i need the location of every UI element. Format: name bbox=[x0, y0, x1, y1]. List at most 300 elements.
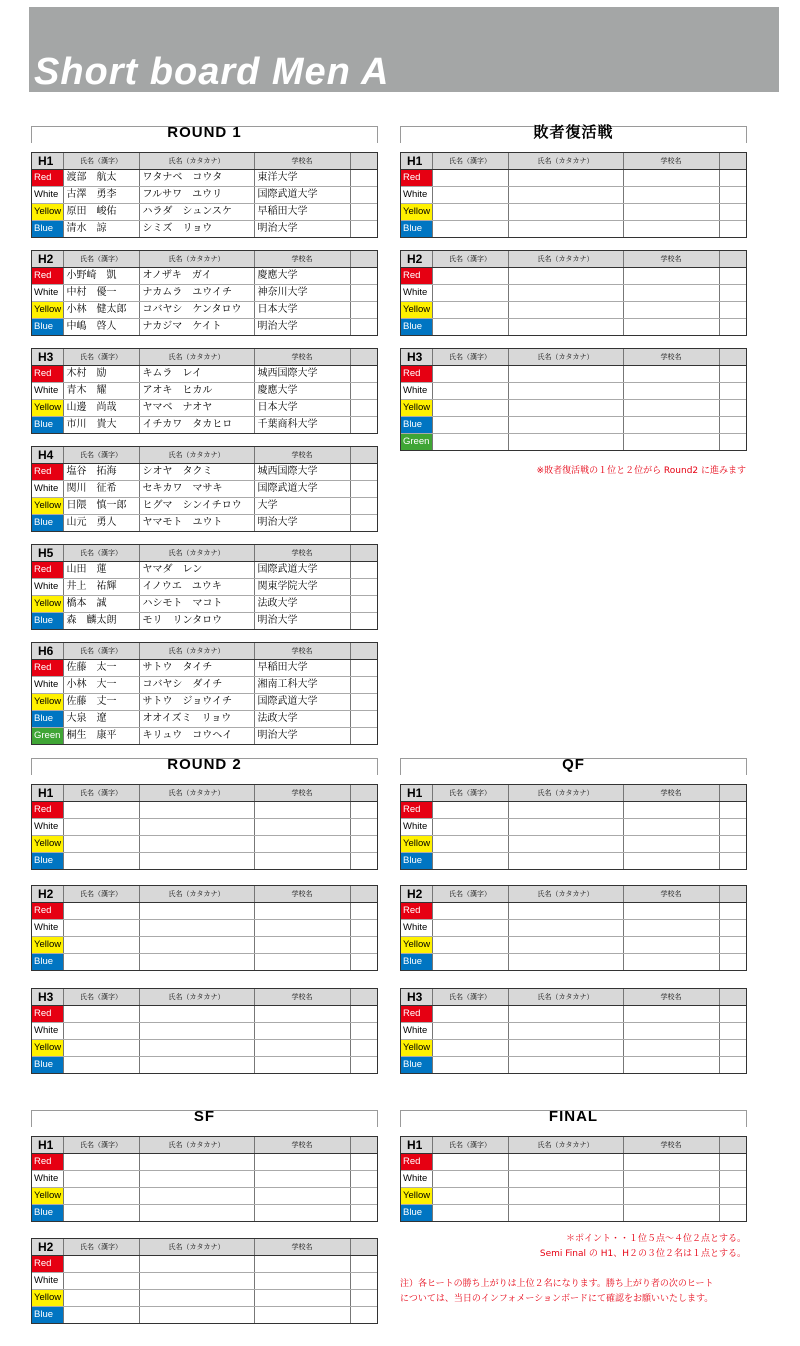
name-kanji: 古澤 勇李 bbox=[63, 187, 139, 204]
school-name: 神奈川大学 bbox=[254, 285, 350, 302]
result-cell bbox=[350, 481, 377, 498]
result-cell bbox=[719, 170, 746, 187]
col-kanji-header: 氏名（漢字） bbox=[432, 153, 508, 170]
name-katakana bbox=[139, 1273, 254, 1290]
result-cell bbox=[719, 221, 746, 238]
col-result-header bbox=[350, 1239, 377, 1256]
competitor-row bbox=[401, 1154, 746, 1171]
school-name bbox=[254, 1006, 350, 1023]
name-kanji bbox=[432, 221, 508, 238]
result-cell bbox=[719, 285, 746, 302]
school-name bbox=[254, 819, 350, 836]
name-katakana bbox=[508, 366, 623, 383]
name-kanji: 中村 優一 bbox=[63, 285, 139, 302]
col-result-header bbox=[719, 251, 746, 268]
section-title: 敗者復活戦 bbox=[533, 124, 614, 141]
name-katakana: ハラダ シュンスケ bbox=[139, 204, 254, 221]
name-katakana bbox=[508, 1040, 623, 1057]
name-katakana bbox=[139, 1023, 254, 1040]
col-school-header: 学校名 bbox=[254, 1137, 350, 1154]
heat-header-row bbox=[32, 1137, 377, 1154]
heat-header-row bbox=[32, 1239, 377, 1256]
school-name bbox=[623, 417, 719, 434]
name-kanji bbox=[432, 1040, 508, 1057]
col-kanji-header: 氏名（漢字） bbox=[432, 1137, 508, 1154]
result-cell bbox=[350, 1171, 377, 1188]
heat-label: H1 bbox=[32, 785, 63, 802]
result-cell bbox=[719, 1040, 746, 1057]
school-name: 関東学院大学 bbox=[254, 579, 350, 596]
name-katakana bbox=[508, 1154, 623, 1171]
result-cell bbox=[350, 903, 377, 920]
school-name: 明治大学 bbox=[254, 515, 350, 532]
competitor-row bbox=[401, 920, 746, 937]
school-name: 法政大学 bbox=[254, 711, 350, 728]
col-result-header bbox=[350, 643, 377, 660]
name-katakana bbox=[139, 920, 254, 937]
name-katakana: ハシモト マコト bbox=[139, 596, 254, 613]
result-cell bbox=[350, 221, 377, 238]
jersey-color-red: Red bbox=[401, 1006, 432, 1023]
school-name: 慶應大学 bbox=[254, 383, 350, 400]
col-kanji-header: 氏名（漢字） bbox=[63, 1137, 139, 1154]
name-katakana: キムラ レイ bbox=[139, 366, 254, 383]
result-cell bbox=[719, 819, 746, 836]
school-name: 大学 bbox=[254, 498, 350, 515]
jersey-color-red: Red bbox=[401, 903, 432, 920]
col-result-header bbox=[350, 886, 377, 903]
result-cell bbox=[350, 400, 377, 417]
competitor-row bbox=[32, 1290, 377, 1307]
heat-header-row bbox=[401, 251, 746, 268]
col-kanji-header: 氏名（漢字） bbox=[63, 545, 139, 562]
competitor-row bbox=[32, 1154, 377, 1171]
competitor-row bbox=[401, 170, 746, 187]
result-cell bbox=[719, 1171, 746, 1188]
competitor-row bbox=[32, 170, 377, 187]
competitor-row bbox=[32, 383, 377, 400]
name-kanji: 渡部 航太 bbox=[63, 170, 139, 187]
result-cell bbox=[350, 1205, 377, 1222]
name-katakana bbox=[508, 400, 623, 417]
school-name bbox=[623, 383, 719, 400]
col-result-header bbox=[350, 545, 377, 562]
name-kanji: 原田 峻佑 bbox=[63, 204, 139, 221]
school-name bbox=[623, 920, 719, 937]
result-cell bbox=[350, 836, 377, 853]
name-kanji bbox=[432, 937, 508, 954]
school-name: 東洋大学 bbox=[254, 170, 350, 187]
col-school-header: 学校名 bbox=[623, 886, 719, 903]
col-school-header: 学校名 bbox=[254, 153, 350, 170]
name-kanji: 市川 貴大 bbox=[63, 417, 139, 434]
name-kanji bbox=[432, 1188, 508, 1205]
name-katakana bbox=[508, 268, 623, 285]
competitor-row bbox=[32, 1006, 377, 1023]
heat-label: H1 bbox=[32, 153, 63, 170]
jersey-color-yellow: Yellow bbox=[401, 302, 432, 319]
col-katakana-header: 氏名（カタカナ） bbox=[139, 886, 254, 903]
jersey-color-yellow: Yellow bbox=[32, 694, 63, 711]
school-name bbox=[623, 1023, 719, 1040]
jersey-color-blue: Blue bbox=[401, 417, 432, 434]
school-name bbox=[623, 170, 719, 187]
result-cell bbox=[350, 1023, 377, 1040]
col-katakana-header: 氏名（カタカナ） bbox=[139, 785, 254, 802]
col-school-header: 学校名 bbox=[254, 886, 350, 903]
heat-label: H2 bbox=[32, 1239, 63, 1256]
result-cell bbox=[350, 579, 377, 596]
jersey-color-blue: Blue bbox=[401, 853, 432, 870]
col-school-header: 学校名 bbox=[254, 251, 350, 268]
name-kanji bbox=[432, 819, 508, 836]
school-name bbox=[623, 1154, 719, 1171]
col-result-header bbox=[350, 785, 377, 802]
jersey-color-white: White bbox=[401, 819, 432, 836]
name-kanji bbox=[432, 302, 508, 319]
result-cell bbox=[350, 498, 377, 515]
points-note-line-2: Semi Final の H1、H２の３位２名は１点とする。 bbox=[539, 1249, 746, 1259]
school-name bbox=[623, 434, 719, 451]
jersey-color-yellow: Yellow bbox=[401, 1040, 432, 1057]
result-cell bbox=[350, 187, 377, 204]
competitor-row bbox=[32, 1057, 377, 1074]
competitor-row bbox=[401, 187, 746, 204]
col-result-header bbox=[719, 989, 746, 1006]
school-name bbox=[623, 400, 719, 417]
result-cell bbox=[719, 204, 746, 221]
school-name bbox=[623, 819, 719, 836]
name-katakana bbox=[508, 1006, 623, 1023]
jersey-color-white: White bbox=[32, 579, 63, 596]
col-katakana-header: 氏名（カタカナ） bbox=[139, 989, 254, 1006]
competitor-row bbox=[401, 366, 746, 383]
heat-header-row bbox=[32, 989, 377, 1006]
heat-header-row bbox=[32, 251, 377, 268]
col-kanji-header: 氏名（漢字） bbox=[432, 989, 508, 1006]
name-kanji bbox=[63, 1188, 139, 1205]
name-kanji bbox=[432, 853, 508, 870]
jersey-color-white: White bbox=[401, 285, 432, 302]
name-kanji: 木村 励 bbox=[63, 366, 139, 383]
name-kanji: 青木 耀 bbox=[63, 383, 139, 400]
section-1-header bbox=[400, 126, 747, 143]
result-cell bbox=[719, 802, 746, 819]
jersey-color-blue: Blue bbox=[401, 221, 432, 238]
col-katakana-header: 氏名（カタカナ） bbox=[508, 886, 623, 903]
competitor-row bbox=[32, 579, 377, 596]
school-name bbox=[254, 1205, 350, 1222]
school-name: 早稲田大学 bbox=[254, 660, 350, 677]
heat-header-row bbox=[401, 886, 746, 903]
heat-table-h6 bbox=[31, 642, 378, 745]
section-title: SF bbox=[193, 1108, 216, 1125]
competitor-row bbox=[32, 677, 377, 694]
name-katakana bbox=[508, 221, 623, 238]
competitor-row bbox=[401, 819, 746, 836]
heat-table-h3 bbox=[31, 988, 378, 1074]
col-katakana-header: 氏名（カタカナ） bbox=[139, 545, 254, 562]
name-kanji bbox=[432, 434, 508, 451]
name-kanji bbox=[63, 1205, 139, 1222]
name-kanji bbox=[432, 204, 508, 221]
heat-table-h4 bbox=[31, 446, 378, 532]
col-school-header: 学校名 bbox=[623, 251, 719, 268]
jersey-color-red: Red bbox=[32, 1256, 63, 1273]
school-name: 千葉商科大学 bbox=[254, 417, 350, 434]
competitor-row bbox=[401, 1171, 746, 1188]
jersey-color-blue: Blue bbox=[32, 853, 63, 870]
competitor-row bbox=[32, 1307, 377, 1324]
jersey-color-blue: Blue bbox=[32, 417, 63, 434]
heat-header-row bbox=[401, 153, 746, 170]
jersey-color-blue: Blue bbox=[32, 954, 63, 971]
name-katakana bbox=[508, 954, 623, 971]
col-result-header bbox=[719, 349, 746, 366]
name-katakana bbox=[508, 187, 623, 204]
title-banner bbox=[29, 7, 779, 92]
name-katakana: ヤマダ レン bbox=[139, 562, 254, 579]
heat-label: H1 bbox=[401, 1137, 432, 1154]
school-name bbox=[254, 802, 350, 819]
name-katakana bbox=[139, 802, 254, 819]
result-cell bbox=[350, 1290, 377, 1307]
jersey-color-red: Red bbox=[401, 1154, 432, 1171]
heat-table-h1 bbox=[400, 784, 747, 870]
competitor-row bbox=[32, 1273, 377, 1290]
competitor-row bbox=[32, 1171, 377, 1188]
jersey-color-blue: Blue bbox=[32, 1205, 63, 1222]
result-cell bbox=[719, 319, 746, 336]
name-katakana: イノウエ ユウキ bbox=[139, 579, 254, 596]
name-katakana bbox=[508, 853, 623, 870]
col-school-header: 学校名 bbox=[254, 349, 350, 366]
result-cell bbox=[719, 383, 746, 400]
name-kanji bbox=[432, 285, 508, 302]
heat-table-h2 bbox=[31, 885, 378, 971]
heat-label: H3 bbox=[32, 989, 63, 1006]
school-name bbox=[254, 1256, 350, 1273]
result-cell bbox=[719, 1057, 746, 1074]
jersey-color-red: Red bbox=[401, 170, 432, 187]
name-katakana: アオキ ヒカル bbox=[139, 383, 254, 400]
result-cell bbox=[350, 1154, 377, 1171]
competitor-row bbox=[32, 954, 377, 971]
col-katakana-header: 氏名（カタカナ） bbox=[508, 153, 623, 170]
name-kanji bbox=[63, 1171, 139, 1188]
page-title: Short board Men A bbox=[34, 51, 390, 93]
result-cell bbox=[350, 694, 377, 711]
school-name bbox=[623, 954, 719, 971]
name-kanji: 山田 蓮 bbox=[63, 562, 139, 579]
result-cell bbox=[350, 366, 377, 383]
heat-table-h1 bbox=[31, 152, 378, 238]
result-cell bbox=[719, 1006, 746, 1023]
name-kanji bbox=[432, 802, 508, 819]
jersey-color-yellow: Yellow bbox=[32, 937, 63, 954]
name-katakana: コバヤシ ケンタロウ bbox=[139, 302, 254, 319]
repechage-note-text: ※敗者復活戦の１位と２位がら Round2 に進みます bbox=[536, 466, 746, 476]
col-katakana-header: 氏名（カタカナ） bbox=[139, 643, 254, 660]
name-katakana: フルサワ ユウリ bbox=[139, 187, 254, 204]
jersey-color-yellow: Yellow bbox=[401, 400, 432, 417]
jersey-color-yellow: Yellow bbox=[32, 204, 63, 221]
col-katakana-header: 氏名（カタカナ） bbox=[139, 1137, 254, 1154]
col-result-header bbox=[350, 251, 377, 268]
school-name: 湘南工科大学 bbox=[254, 677, 350, 694]
result-cell bbox=[350, 596, 377, 613]
heat-table-h2 bbox=[400, 885, 747, 971]
result-cell bbox=[350, 728, 377, 745]
advance-note-line-1: 注）各ヒートの勝ち上がりは上位２名になります。勝ち上がり者の次のヒート bbox=[400, 1279, 714, 1289]
school-name bbox=[623, 187, 719, 204]
school-name: 城西国際大学 bbox=[254, 366, 350, 383]
competitor-row bbox=[32, 937, 377, 954]
section-0-header bbox=[31, 126, 378, 143]
name-kanji: 橋本 誠 bbox=[63, 596, 139, 613]
jersey-color-blue: Blue bbox=[32, 1057, 63, 1074]
col-kanji-header: 氏名（漢字） bbox=[63, 251, 139, 268]
heat-header-row bbox=[32, 785, 377, 802]
result-cell bbox=[350, 1006, 377, 1023]
school-name bbox=[254, 1057, 350, 1074]
competitor-row bbox=[32, 366, 377, 383]
advance-note-line-2: については、当日のインフォメーションボードにて確認をお願いいたします。 bbox=[400, 1294, 714, 1304]
result-cell bbox=[350, 920, 377, 937]
name-katakana bbox=[508, 285, 623, 302]
result-cell bbox=[719, 920, 746, 937]
col-katakana-header: 氏名（カタカナ） bbox=[508, 1137, 623, 1154]
jersey-color-blue: Blue bbox=[32, 319, 63, 336]
result-cell bbox=[350, 1273, 377, 1290]
name-kanji bbox=[432, 920, 508, 937]
col-katakana-header: 氏名（カタカナ） bbox=[139, 447, 254, 464]
competitor-row bbox=[32, 596, 377, 613]
competitor-row bbox=[401, 836, 746, 853]
competitor-row bbox=[401, 853, 746, 870]
name-kanji bbox=[432, 268, 508, 285]
name-katakana bbox=[508, 1205, 623, 1222]
heat-label: H2 bbox=[32, 886, 63, 903]
name-katakana bbox=[508, 204, 623, 221]
col-kanji-header: 氏名（漢字） bbox=[432, 785, 508, 802]
competitor-row bbox=[401, 383, 746, 400]
jersey-color-white: White bbox=[401, 1171, 432, 1188]
name-katakana bbox=[508, 903, 623, 920]
school-name bbox=[623, 1006, 719, 1023]
result-cell bbox=[719, 302, 746, 319]
section-3-header bbox=[400, 758, 747, 775]
competitor-row bbox=[32, 417, 377, 434]
competitor-row bbox=[401, 802, 746, 819]
col-school-header: 学校名 bbox=[254, 989, 350, 1006]
competitor-row bbox=[401, 204, 746, 221]
heat-header-row bbox=[32, 447, 377, 464]
jersey-color-white: White bbox=[32, 285, 63, 302]
school-name: 国際武道大学 bbox=[254, 481, 350, 498]
heat-label: H1 bbox=[401, 785, 432, 802]
col-result-header bbox=[719, 886, 746, 903]
competitor-row bbox=[32, 836, 377, 853]
name-katakana: モリ リンタロウ bbox=[139, 613, 254, 630]
school-name: 日本大学 bbox=[254, 400, 350, 417]
school-name: 明治大学 bbox=[254, 221, 350, 238]
result-cell bbox=[350, 677, 377, 694]
school-name bbox=[254, 853, 350, 870]
result-cell bbox=[719, 853, 746, 870]
name-kanji bbox=[432, 903, 508, 920]
competitor-row bbox=[32, 903, 377, 920]
col-school-header: 学校名 bbox=[254, 545, 350, 562]
result-cell bbox=[350, 464, 377, 481]
school-name bbox=[254, 1154, 350, 1171]
jersey-color-blue: Blue bbox=[32, 221, 63, 238]
competitor-row bbox=[32, 187, 377, 204]
school-name: 明治大学 bbox=[254, 728, 350, 745]
col-result-header bbox=[350, 1137, 377, 1154]
name-katakana bbox=[139, 1188, 254, 1205]
school-name bbox=[254, 954, 350, 971]
name-kanji bbox=[63, 903, 139, 920]
col-school-header: 学校名 bbox=[623, 349, 719, 366]
jersey-color-white: White bbox=[32, 677, 63, 694]
name-kanji bbox=[63, 1006, 139, 1023]
competitor-row bbox=[401, 937, 746, 954]
competitor-row bbox=[401, 1040, 746, 1057]
name-kanji bbox=[432, 187, 508, 204]
result-cell bbox=[350, 1188, 377, 1205]
jersey-color-yellow: Yellow bbox=[32, 1290, 63, 1307]
jersey-color-yellow: Yellow bbox=[32, 596, 63, 613]
jersey-color-white: White bbox=[401, 1023, 432, 1040]
name-kanji: 山元 勇人 bbox=[63, 515, 139, 532]
jersey-color-red: Red bbox=[401, 268, 432, 285]
result-cell bbox=[350, 1057, 377, 1074]
heat-label: H1 bbox=[32, 1137, 63, 1154]
competitor-row bbox=[32, 562, 377, 579]
jersey-color-white: White bbox=[401, 383, 432, 400]
jersey-color-yellow: Yellow bbox=[401, 937, 432, 954]
competitor-row bbox=[401, 302, 746, 319]
col-kanji-header: 氏名（漢字） bbox=[63, 447, 139, 464]
points-note-line-1: ＊ポイント・・１位５点〜４位２点とする。 bbox=[565, 1234, 746, 1244]
heat-table-h3 bbox=[31, 348, 378, 434]
result-cell bbox=[719, 937, 746, 954]
competitor-row bbox=[32, 920, 377, 937]
competitor-row bbox=[32, 819, 377, 836]
jersey-color-red: Red bbox=[32, 268, 63, 285]
col-katakana-header: 氏名（カタカナ） bbox=[139, 251, 254, 268]
result-cell bbox=[350, 937, 377, 954]
jersey-color-red: Red bbox=[32, 1006, 63, 1023]
heat-table-h1 bbox=[31, 1136, 378, 1222]
name-kanji bbox=[63, 1256, 139, 1273]
competitor-row bbox=[32, 319, 377, 336]
name-katakana bbox=[508, 319, 623, 336]
heat-table-h1 bbox=[400, 1136, 747, 1222]
school-name: 明治大学 bbox=[254, 319, 350, 336]
result-cell bbox=[350, 417, 377, 434]
heat-table-h2 bbox=[400, 250, 747, 336]
school-name bbox=[623, 802, 719, 819]
name-kanji: 小林 健太郎 bbox=[63, 302, 139, 319]
school-name bbox=[254, 1273, 350, 1290]
name-kanji: 佐藤 太一 bbox=[63, 660, 139, 677]
col-kanji-header: 氏名（漢字） bbox=[432, 349, 508, 366]
school-name bbox=[254, 920, 350, 937]
result-cell bbox=[719, 1205, 746, 1222]
result-cell bbox=[350, 319, 377, 336]
